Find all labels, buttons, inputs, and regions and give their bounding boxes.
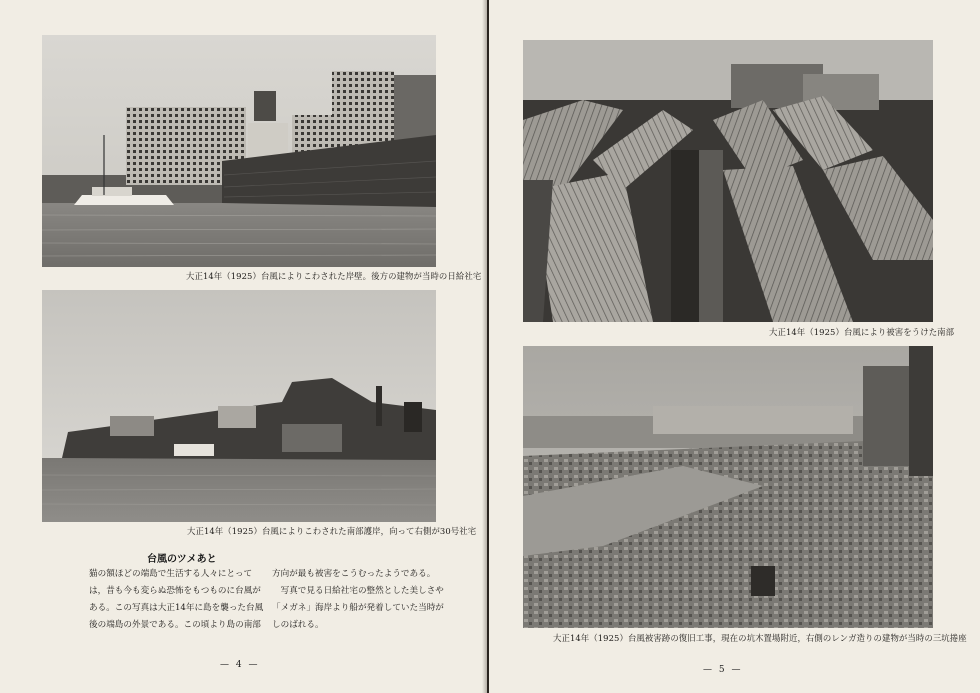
photo3-caption: 大正14年（1925）台風により被害をうけた南部 bbox=[769, 327, 955, 337]
right-page bbox=[489, 0, 980, 693]
photo4-caption: 大正14年（1925）台風被害跡の復旧工事，現在の坑木置場附近，右側のレンガ造りの建物が当時の三坑捲座 bbox=[553, 633, 967, 643]
left-page bbox=[0, 0, 487, 693]
photo1-caption: 大正14年（1925）台風によりこわされた岸壁。後方の建物が当時の日給社宅 bbox=[186, 271, 482, 281]
photo2-caption: 大正14年（1925）台風によりこわされた南部護岸，向って右側が30号社宅 bbox=[187, 526, 477, 536]
photo-collapsed-seawall bbox=[42, 35, 436, 267]
text-line: は，昔も今も変らぬ恐怖をもつものに台風が bbox=[89, 586, 261, 596]
text-line: 後の端島の外景である。この頃より島の南部 bbox=[89, 620, 261, 630]
text-line: 猫の額ほどの端島で生活する人々にとって bbox=[89, 569, 253, 579]
text-line: ある。この写真は大正14年に島を襲った台風 bbox=[89, 603, 264, 613]
photo-reconstruction-site bbox=[523, 346, 933, 628]
text-line: しのばれる。 bbox=[272, 620, 324, 630]
section-heading: 台風のツメあと bbox=[147, 554, 217, 565]
text-column-2 bbox=[272, 566, 444, 634]
photo-damaged-rooftops bbox=[523, 40, 933, 322]
text-line: 写真で見る日給社宅の整然とした美しさや bbox=[272, 586, 444, 596]
text-line: 「メガネ」海岸より船が発着していた当時が bbox=[272, 603, 444, 613]
text-line: 方向が最も被害をこうむったようである。 bbox=[272, 569, 436, 579]
text-column-1 bbox=[89, 566, 263, 634]
page-number-right: — 5 — bbox=[703, 665, 743, 675]
page-number-left: — 4 — bbox=[220, 660, 260, 670]
photo-southern-seawall bbox=[42, 290, 436, 522]
